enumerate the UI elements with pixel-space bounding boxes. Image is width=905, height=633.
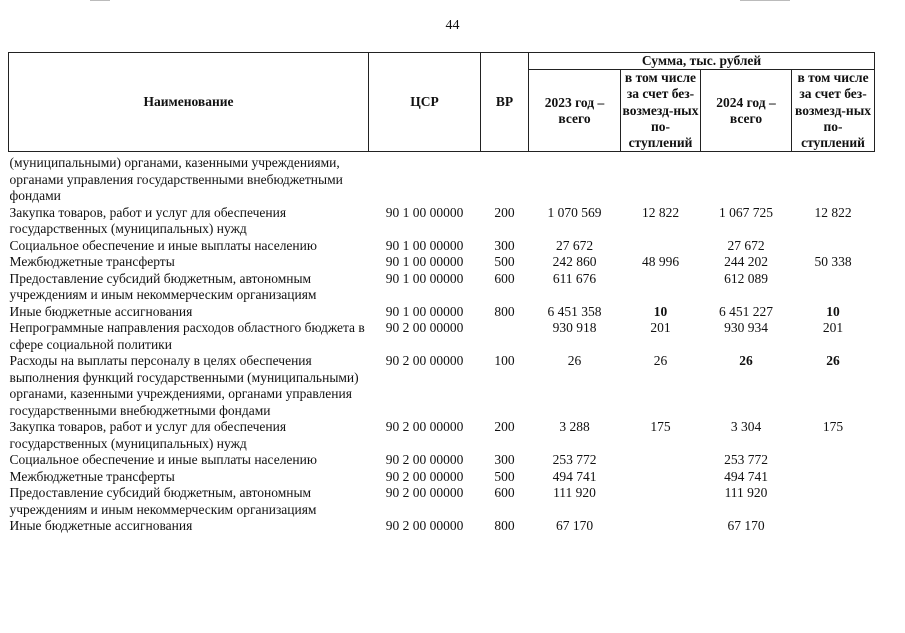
- row-vr: 600: [494, 270, 515, 286]
- row-2024-gratis: [792, 271, 875, 304]
- row-2023: [529, 155, 621, 205]
- row-name: Закупка товаров, работ и услуг для обеспечения государственных (муниципальных) нужд: [9, 204, 287, 237]
- row-2023-gratis: [621, 238, 701, 255]
- row-name: Межбюджетные трансферты: [9, 254, 175, 270]
- row-2024: 244 202: [724, 254, 768, 270]
- table-row: [9, 320, 875, 353]
- table-row: [9, 518, 875, 535]
- row-vr: 100: [494, 353, 515, 369]
- row-name: Предоставление субсидий бюджетным, автономным учреждениям и иным некоммерческим организациям: [9, 270, 317, 303]
- row-vr: 500: [494, 254, 515, 270]
- row-name: Межбюджетные трансферты: [9, 468, 175, 484]
- table-row: [9, 155, 875, 205]
- row-2023-gratis: [621, 518, 701, 535]
- row-2023: 494 741: [552, 468, 597, 484]
- table-body: [9, 152, 875, 535]
- row-vr: [481, 155, 529, 205]
- row-2023-gratis: [621, 469, 701, 486]
- row-name: (муниципальными) органами, казенными учреждениями, органами управления государственными внебюджетными фондами: [9, 155, 343, 204]
- header-2024-gratis: в том числе за счет без-возмезд-ных по-ступлений: [792, 70, 875, 152]
- header-2023-gratis: в том числе за счет без-возмезд-ных по-ступлений: [621, 70, 701, 152]
- row-name: Расходы на выплаты персоналу в целях обеспечения выполнения функций государственными (муниципальными) органами, казенными учреждениями, органами управления государственными внебюджетными фондами: [9, 353, 359, 418]
- row-csr: 90 2 00 00000: [385, 320, 464, 336]
- row-csr: [369, 155, 481, 205]
- table-row: [9, 452, 875, 469]
- row-2023-gratis: [621, 155, 701, 205]
- table-row: [9, 238, 875, 255]
- row-2023-gratis: [621, 271, 701, 304]
- row-2024-gratis: [792, 452, 875, 469]
- row-2023: 1 070 569: [547, 204, 602, 220]
- scan-artifact-line: [740, 0, 790, 1]
- header-2023-total: 2023 год – всего: [529, 70, 621, 152]
- row-2024: 1 067 725: [719, 204, 773, 220]
- row-vr: 200: [494, 419, 515, 435]
- row-2023-gratis: 175: [650, 419, 671, 435]
- row-2023: 26: [567, 353, 582, 369]
- row-csr: 90 2 00 00000: [385, 485, 464, 501]
- header-vr: ВР: [481, 53, 529, 152]
- row-2024: 111 920: [724, 485, 768, 501]
- row-csr: 90 2 00 00000: [385, 468, 464, 484]
- row-2024: 494 741: [724, 468, 768, 484]
- row-vr: 500: [494, 468, 515, 484]
- row-name: Предоставление субсидий бюджетным, автономным учреждениям и иным некоммерческим организациям: [9, 485, 317, 517]
- row-2024-gratis: [792, 518, 875, 535]
- header-2024-total: 2024 год – всего: [701, 70, 792, 152]
- row-csr: 90 1 00 00000: [385, 270, 464, 286]
- row-2023: 930 918: [552, 320, 597, 336]
- table-row: [9, 419, 875, 452]
- row-name: Иные бюджетные ассигнования: [9, 303, 193, 319]
- row-csr: 90 2 00 00000: [385, 419, 464, 435]
- table-row: [9, 254, 875, 271]
- row-csr: 90 1 00 00000: [385, 254, 464, 270]
- row-2024: 27 672: [727, 237, 765, 253]
- row-vr: 600: [494, 485, 515, 501]
- header-sum-group: Сумма, тыс. рублей: [529, 53, 875, 70]
- scan-artifact-line: [90, 0, 110, 1]
- row-vr: 300: [494, 237, 515, 253]
- row-2024-gratis: 26: [826, 353, 840, 369]
- row-2024-gratis: 10: [826, 303, 840, 319]
- table-row: [9, 469, 875, 486]
- row-2023-gratis: 12 822: [641, 204, 680, 220]
- row-2023: 253 772: [552, 452, 597, 468]
- row-2023-gratis: 26: [653, 353, 668, 369]
- row-csr: 90 1 00 00000: [385, 204, 464, 220]
- row-2024: 26: [739, 353, 753, 369]
- row-2024: 612 089: [724, 270, 768, 286]
- header-name: Наименование: [9, 53, 369, 152]
- row-2023: 242 860: [552, 254, 597, 270]
- row-2023: 3 288: [559, 419, 590, 435]
- row-2024-gratis: [792, 238, 875, 255]
- row-csr: 90 2 00 00000: [385, 452, 464, 468]
- row-csr: 90 1 00 00000: [385, 303, 464, 319]
- page-number: 44: [445, 18, 460, 33]
- row-2023: 6 451 358: [547, 303, 602, 319]
- row-2023-gratis: 48 996: [641, 254, 680, 270]
- row-vr: 300: [494, 452, 515, 468]
- row-name: Социальное обеспечение и иные выплаты населению: [9, 452, 317, 468]
- table-row: [9, 271, 875, 304]
- row-2024: 6 451 227: [719, 303, 773, 319]
- row-2024-gratis: [792, 485, 875, 518]
- row-2024-gratis: 175: [822, 419, 844, 435]
- row-2023: 67 170: [555, 518, 594, 534]
- row-2024-gratis: [792, 155, 875, 205]
- row-vr: [481, 320, 529, 353]
- header-csr: ЦСР: [369, 53, 481, 152]
- table-row: [9, 353, 875, 419]
- row-2024-gratis: 12 822: [814, 204, 852, 220]
- table-row: [9, 304, 875, 321]
- table-header: [9, 53, 875, 152]
- row-2023-gratis: [621, 485, 701, 518]
- row-2023: 27 672: [555, 237, 594, 253]
- row-2024: [701, 155, 792, 205]
- table-row: [9, 205, 875, 238]
- row-vr: 800: [494, 518, 515, 534]
- row-2024: 67 170: [727, 518, 765, 534]
- row-2023-gratis: 10: [653, 303, 668, 319]
- row-name: Непрограммные направления расходов областного бюджета в сфере социальной политики: [9, 320, 365, 352]
- row-2023: 611 676: [552, 270, 597, 286]
- row-2024-gratis: 201: [822, 320, 844, 336]
- row-2024: 3 304: [730, 419, 762, 435]
- row-2024-gratis: 50 338: [814, 254, 852, 270]
- budget-table: [8, 52, 875, 535]
- row-vr: 800: [494, 303, 515, 319]
- row-csr: 90 1 00 00000: [385, 237, 464, 253]
- row-2024: 930 934: [724, 320, 768, 336]
- row-name: Закупка товаров, работ и услуг для обеспечения государственных (муниципальных) нужд: [9, 419, 287, 451]
- row-name: Социальное обеспечение и иные выплаты населению: [9, 237, 317, 253]
- row-2023-gratis: [621, 452, 701, 469]
- row-csr: 90 2 00 00000: [385, 518, 464, 534]
- row-csr: 90 2 00 00000: [385, 353, 464, 369]
- row-2024: 253 772: [724, 452, 768, 468]
- table-row: [9, 485, 875, 518]
- row-name: Иные бюджетные ассигнования: [9, 518, 193, 534]
- row-2023-gratis: 201: [650, 320, 671, 336]
- row-vr: 200: [494, 204, 515, 220]
- row-2024-gratis: [792, 469, 875, 486]
- row-2023: 111 920: [553, 485, 596, 501]
